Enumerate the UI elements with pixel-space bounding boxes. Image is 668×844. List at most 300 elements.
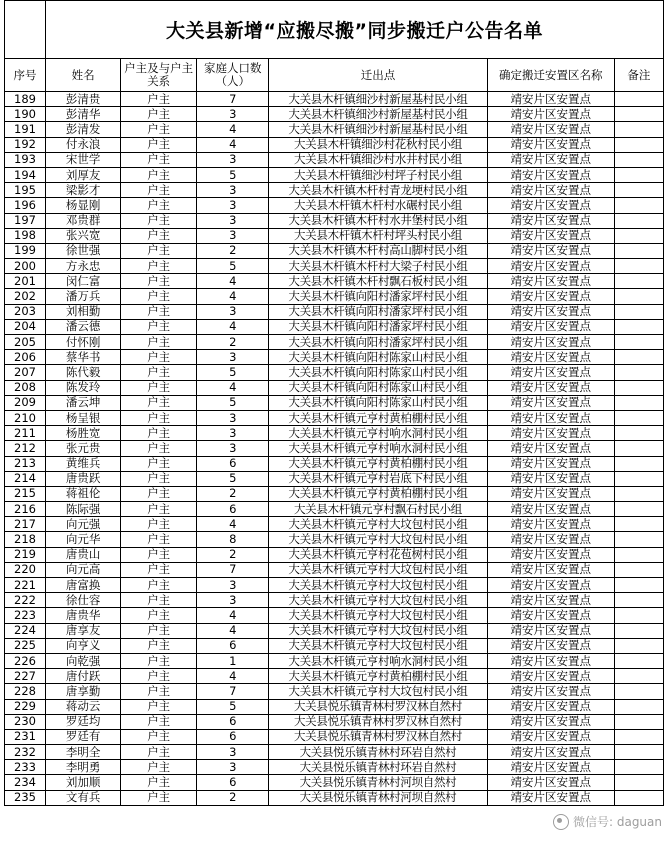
cell-relation: 户主 bbox=[121, 669, 197, 684]
cell-relation: 户主 bbox=[121, 365, 197, 380]
cell-population: 4 bbox=[197, 289, 269, 304]
cell-note bbox=[614, 760, 663, 775]
cell-relation: 户主 bbox=[121, 714, 197, 729]
title-row bbox=[5, 1, 664, 59]
cell-name: 潘万兵 bbox=[46, 289, 121, 304]
cell-population: 5 bbox=[197, 395, 269, 410]
cell-population: 6 bbox=[197, 638, 269, 653]
cell-note bbox=[614, 456, 663, 471]
cell-name: 彭清发 bbox=[46, 122, 121, 137]
cell-relation: 户主 bbox=[121, 486, 197, 501]
cell-seq: 216 bbox=[5, 502, 46, 517]
header-seq: 序号 bbox=[5, 59, 46, 92]
cell-origin: 大关县木杆镇木杆村水碾村民小组 bbox=[269, 198, 487, 213]
cell-origin: 大关县悦乐镇青林村罗汉林自然村 bbox=[269, 714, 487, 729]
table-row bbox=[5, 684, 664, 699]
cell-origin: 大关县悦乐镇青林村河坝自然村 bbox=[269, 790, 487, 805]
cell-name: 付怀刚 bbox=[46, 335, 121, 350]
cell-note bbox=[614, 593, 663, 608]
cell-relation: 户主 bbox=[121, 213, 197, 228]
cell-seq: 195 bbox=[5, 183, 46, 198]
cell-seq: 205 bbox=[5, 335, 46, 350]
table-row bbox=[5, 228, 664, 243]
cell-population: 3 bbox=[197, 228, 269, 243]
cell-population: 3 bbox=[197, 760, 269, 775]
cell-origin: 大关县木杆镇元亨村岩底下村民小组 bbox=[269, 471, 487, 486]
table-row bbox=[5, 669, 664, 684]
cell-population: 3 bbox=[197, 578, 269, 593]
cell-population: 6 bbox=[197, 714, 269, 729]
cell-name: 付永浪 bbox=[46, 137, 121, 152]
table-row bbox=[5, 532, 664, 547]
cell-note bbox=[614, 426, 663, 441]
cell-population: 4 bbox=[197, 319, 269, 334]
cell-relation: 户主 bbox=[121, 593, 197, 608]
table-row bbox=[5, 714, 664, 729]
cell-origin: 大关县木杆镇细沙村水井村民小组 bbox=[269, 152, 487, 167]
cell-note bbox=[614, 380, 663, 395]
cell-origin: 大关县悦乐镇青林村罗汉林自然村 bbox=[269, 729, 487, 744]
cell-relation: 户主 bbox=[121, 92, 197, 107]
cell-population: 4 bbox=[197, 137, 269, 152]
cell-population: 6 bbox=[197, 729, 269, 744]
cell-site: 靖安片区安置点 bbox=[487, 547, 614, 562]
cell-relation: 户主 bbox=[121, 137, 197, 152]
table-row bbox=[5, 638, 664, 653]
table-row bbox=[5, 729, 664, 744]
cell-population: 1 bbox=[197, 653, 269, 668]
cell-relation: 户主 bbox=[121, 532, 197, 547]
cell-relation: 户主 bbox=[121, 638, 197, 653]
cell-site: 靖安片区安置点 bbox=[487, 699, 614, 714]
cell-name: 向亨义 bbox=[46, 638, 121, 653]
cell-origin: 大关县木杆镇元亨村黄柏棚村民小组 bbox=[269, 410, 487, 425]
cell-population: 7 bbox=[197, 92, 269, 107]
cell-site: 靖安片区安置点 bbox=[487, 684, 614, 699]
cell-origin: 大关县木杆镇元亨村大坟包村民小组 bbox=[269, 608, 487, 623]
cell-seq: 211 bbox=[5, 426, 46, 441]
cell-origin: 大关县木杆镇细沙村花秋村民小组 bbox=[269, 137, 487, 152]
cell-note bbox=[614, 547, 663, 562]
watermark-text: 微信号: daguan bbox=[572, 815, 662, 829]
table-row bbox=[5, 198, 664, 213]
cell-note bbox=[614, 502, 663, 517]
cell-relation: 户主 bbox=[121, 745, 197, 760]
cell-note bbox=[614, 486, 663, 501]
cell-population: 5 bbox=[197, 365, 269, 380]
cell-note bbox=[614, 517, 663, 532]
cell-origin: 大关县木杆镇细沙村坪子村民小组 bbox=[269, 167, 487, 182]
cell-site: 靖安片区安置点 bbox=[487, 228, 614, 243]
cell-seq: 217 bbox=[5, 517, 46, 532]
cell-site: 靖安片区安置点 bbox=[487, 213, 614, 228]
cell-origin: 大关县木杆镇元亨村大坟包村民小组 bbox=[269, 623, 487, 638]
cell-population: 3 bbox=[197, 198, 269, 213]
header-name: 姓名 bbox=[46, 59, 121, 92]
cell-note bbox=[614, 350, 663, 365]
cell-population: 4 bbox=[197, 669, 269, 684]
table-row bbox=[5, 350, 664, 365]
cell-site: 靖安片区安置点 bbox=[487, 243, 614, 258]
cell-name: 蔡华书 bbox=[46, 350, 121, 365]
cell-note bbox=[614, 107, 663, 122]
cell-origin: 大关县木杆镇元亨村飘石村民小组 bbox=[269, 502, 487, 517]
cell-seq: 190 bbox=[5, 107, 46, 122]
cell-site: 靖安片区安置点 bbox=[487, 122, 614, 137]
cell-population: 5 bbox=[197, 471, 269, 486]
cell-name: 唐富换 bbox=[46, 578, 121, 593]
cell-site: 靖安片区安置点 bbox=[487, 380, 614, 395]
cell-name: 方永忠 bbox=[46, 259, 121, 274]
cell-name: 徐世强 bbox=[46, 243, 121, 258]
cell-origin: 大关县木杆镇元亨村大坟包村民小组 bbox=[269, 517, 487, 532]
cell-note bbox=[614, 775, 663, 790]
cell-seq: 212 bbox=[5, 441, 46, 456]
cell-relation: 户主 bbox=[121, 167, 197, 182]
cell-site: 靖安片区安置点 bbox=[487, 395, 614, 410]
cell-seq: 210 bbox=[5, 410, 46, 425]
cell-name: 潘云德 bbox=[46, 319, 121, 334]
cell-name: 杨呈银 bbox=[46, 410, 121, 425]
cell-origin: 大关县木杆镇元亨村响水洞村民小组 bbox=[269, 441, 487, 456]
cell-note bbox=[614, 228, 663, 243]
header-row bbox=[5, 59, 664, 92]
cell-relation: 户主 bbox=[121, 441, 197, 456]
cell-site: 靖安片区安置点 bbox=[487, 486, 614, 501]
cell-seq: 199 bbox=[5, 243, 46, 258]
cell-relation: 户主 bbox=[121, 562, 197, 577]
table-row bbox=[5, 578, 664, 593]
cell-seq: 221 bbox=[5, 578, 46, 593]
cell-site: 靖安片区安置点 bbox=[487, 335, 614, 350]
cell-site: 靖安片区安置点 bbox=[487, 183, 614, 198]
cell-relation: 户主 bbox=[121, 775, 197, 790]
cell-seq: 231 bbox=[5, 729, 46, 744]
cell-note bbox=[614, 395, 663, 410]
watermark bbox=[553, 813, 662, 830]
cell-origin: 大关县木杆镇木杆村坪头村民小组 bbox=[269, 228, 487, 243]
cell-name: 彭清华 bbox=[46, 107, 121, 122]
cell-origin: 大关县木杆镇元亨村大坟包村民小组 bbox=[269, 562, 487, 577]
cell-relation: 户主 bbox=[121, 259, 197, 274]
cell-site: 靖安片区安置点 bbox=[487, 638, 614, 653]
cell-note bbox=[614, 578, 663, 593]
cell-site: 靖安片区安置点 bbox=[487, 562, 614, 577]
cell-relation: 户主 bbox=[121, 729, 197, 744]
cell-name: 唐付跃 bbox=[46, 669, 121, 684]
cell-relation: 户主 bbox=[121, 274, 197, 289]
cell-seq: 189 bbox=[5, 92, 46, 107]
cell-site: 靖安片区安置点 bbox=[487, 441, 614, 456]
cell-seq: 203 bbox=[5, 304, 46, 319]
cell-seq: 196 bbox=[5, 198, 46, 213]
cell-population: 3 bbox=[197, 745, 269, 760]
cell-note bbox=[614, 259, 663, 274]
cell-population: 2 bbox=[197, 486, 269, 501]
cell-note bbox=[614, 122, 663, 137]
cell-site: 靖安片区安置点 bbox=[487, 669, 614, 684]
cell-seq: 201 bbox=[5, 274, 46, 289]
cell-site: 靖安片区安置点 bbox=[487, 578, 614, 593]
cell-site: 靖安片区安置点 bbox=[487, 198, 614, 213]
cell-origin: 大关县木杆镇元亨村响水洞村民小组 bbox=[269, 653, 487, 668]
cell-name: 杨胜宽 bbox=[46, 426, 121, 441]
cell-population: 6 bbox=[197, 775, 269, 790]
cell-population: 7 bbox=[197, 684, 269, 699]
cell-relation: 户主 bbox=[121, 395, 197, 410]
cell-population: 3 bbox=[197, 426, 269, 441]
cell-relation: 户主 bbox=[121, 502, 197, 517]
cell-relation: 户主 bbox=[121, 122, 197, 137]
cell-relation: 户主 bbox=[121, 760, 197, 775]
cell-origin: 大关县木杆镇元亨村大坟包村民小组 bbox=[269, 593, 487, 608]
cell-relation: 户主 bbox=[121, 426, 197, 441]
cell-population: 3 bbox=[197, 350, 269, 365]
cell-origin: 大关县木杆镇向阳村潘家坪村民小组 bbox=[269, 335, 487, 350]
cell-note bbox=[614, 198, 663, 213]
cell-origin: 大关县木杆镇元亨村大坟包村民小组 bbox=[269, 578, 487, 593]
wechat-icon bbox=[553, 814, 569, 830]
cell-note bbox=[614, 684, 663, 699]
cell-population: 2 bbox=[197, 790, 269, 805]
cell-note bbox=[614, 410, 663, 425]
cell-note bbox=[614, 365, 663, 380]
cell-population: 3 bbox=[197, 441, 269, 456]
cell-note bbox=[614, 92, 663, 107]
cell-name: 文有兵 bbox=[46, 790, 121, 805]
table-row bbox=[5, 274, 664, 289]
cell-origin: 大关县木杆镇细沙村新屋基村民小组 bbox=[269, 107, 487, 122]
cell-site: 靖安片区安置点 bbox=[487, 532, 614, 547]
cell-note bbox=[614, 304, 663, 319]
cell-relation: 户主 bbox=[121, 335, 197, 350]
cell-name: 张元贵 bbox=[46, 441, 121, 456]
cell-name: 蒋祖伦 bbox=[46, 486, 121, 501]
cell-name: 罗廷有 bbox=[46, 729, 121, 744]
cell-site: 靖安片区安置点 bbox=[487, 623, 614, 638]
cell-seq: 227 bbox=[5, 669, 46, 684]
cell-seq: 222 bbox=[5, 593, 46, 608]
cell-name: 陈际强 bbox=[46, 502, 121, 517]
cell-name: 李明全 bbox=[46, 745, 121, 760]
cell-name: 向乾强 bbox=[46, 653, 121, 668]
cell-note bbox=[614, 137, 663, 152]
cell-seq: 204 bbox=[5, 319, 46, 334]
cell-name: 陈代毅 bbox=[46, 365, 121, 380]
cell-origin: 大关县木杆镇木杆村飘石板村民小组 bbox=[269, 274, 487, 289]
cell-seq: 226 bbox=[5, 653, 46, 668]
cell-name: 向元高 bbox=[46, 562, 121, 577]
cell-note bbox=[614, 745, 663, 760]
table-row bbox=[5, 183, 664, 198]
cell-note bbox=[614, 167, 663, 182]
cell-name: 唐贵山 bbox=[46, 547, 121, 562]
cell-origin: 大关县木杆镇元亨村黄柏棚村民小组 bbox=[269, 486, 487, 501]
cell-origin: 大关县木杆镇木杆村高山脚村民小组 bbox=[269, 243, 487, 258]
cell-name: 向元强 bbox=[46, 517, 121, 532]
cell-site: 靖安片区安置点 bbox=[487, 426, 614, 441]
cell-seq: 202 bbox=[5, 289, 46, 304]
cell-seq: 229 bbox=[5, 699, 46, 714]
cell-site: 靖安片区安置点 bbox=[487, 471, 614, 486]
table-row bbox=[5, 760, 664, 775]
cell-relation: 户主 bbox=[121, 289, 197, 304]
cell-seq: 206 bbox=[5, 350, 46, 365]
cell-note bbox=[614, 289, 663, 304]
table-row bbox=[5, 486, 664, 501]
cell-population: 3 bbox=[197, 213, 269, 228]
cell-origin: 大关县木杆镇木杆村水井堡村民小组 bbox=[269, 213, 487, 228]
cell-note bbox=[614, 623, 663, 638]
cell-population: 5 bbox=[197, 167, 269, 182]
cell-site: 靖安片区安置点 bbox=[487, 714, 614, 729]
cell-origin: 大关县木杆镇向阳村陈家山村民小组 bbox=[269, 380, 487, 395]
cell-relation: 户主 bbox=[121, 350, 197, 365]
cell-site: 靖安片区安置点 bbox=[487, 745, 614, 760]
cell-origin: 大关县木杆镇向阳村陈家山村民小组 bbox=[269, 395, 487, 410]
cell-name: 唐贵跃 bbox=[46, 471, 121, 486]
cell-seq: 198 bbox=[5, 228, 46, 243]
cell-population: 2 bbox=[197, 335, 269, 350]
table-row bbox=[5, 107, 664, 122]
cell-relation: 户主 bbox=[121, 304, 197, 319]
table-row bbox=[5, 304, 664, 319]
cell-seq: 213 bbox=[5, 456, 46, 471]
table-row bbox=[5, 502, 664, 517]
cell-relation: 户主 bbox=[121, 243, 197, 258]
table-row bbox=[5, 790, 664, 805]
cell-relation: 户主 bbox=[121, 456, 197, 471]
cell-note bbox=[614, 638, 663, 653]
cell-seq: 197 bbox=[5, 213, 46, 228]
cell-relation: 户主 bbox=[121, 790, 197, 805]
cell-relation: 户主 bbox=[121, 699, 197, 714]
table-row bbox=[5, 365, 664, 380]
cell-relation: 户主 bbox=[121, 107, 197, 122]
cell-population: 3 bbox=[197, 183, 269, 198]
table-row bbox=[5, 547, 664, 562]
table-row bbox=[5, 653, 664, 668]
table-row bbox=[5, 562, 664, 577]
header-site: 确定搬迁安置区名称 bbox=[487, 59, 614, 92]
cell-site: 靖安片区安置点 bbox=[487, 319, 614, 334]
cell-name: 向元华 bbox=[46, 532, 121, 547]
cell-seq: 194 bbox=[5, 167, 46, 182]
cell-name: 张兴宽 bbox=[46, 228, 121, 243]
cell-name: 梁影才 bbox=[46, 183, 121, 198]
cell-name: 唐贵华 bbox=[46, 608, 121, 623]
cell-seq: 225 bbox=[5, 638, 46, 653]
cell-note bbox=[614, 714, 663, 729]
cell-origin: 大关县木杆镇向阳村潘家坪村民小组 bbox=[269, 304, 487, 319]
cell-origin: 大关县木杆镇元亨村大坟包村民小组 bbox=[269, 532, 487, 547]
cell-origin: 大关县木杆镇木杆村大梁子村民小组 bbox=[269, 259, 487, 274]
cell-name: 杨显刚 bbox=[46, 198, 121, 213]
cell-population: 7 bbox=[197, 562, 269, 577]
cell-population: 2 bbox=[197, 547, 269, 562]
table-row bbox=[5, 92, 664, 107]
cell-seq: 220 bbox=[5, 562, 46, 577]
table-row bbox=[5, 395, 664, 410]
cell-relation: 户主 bbox=[121, 623, 197, 638]
cell-population: 4 bbox=[197, 623, 269, 638]
cell-relation: 户主 bbox=[121, 547, 197, 562]
cell-name: 徐仕容 bbox=[46, 593, 121, 608]
cell-seq: 224 bbox=[5, 623, 46, 638]
table-row bbox=[5, 243, 664, 258]
cell-name: 闵仁富 bbox=[46, 274, 121, 289]
cell-origin: 大关县木杆镇元亨村花苞树村民小组 bbox=[269, 547, 487, 562]
cell-seq: 207 bbox=[5, 365, 46, 380]
cell-seq: 209 bbox=[5, 395, 46, 410]
cell-population: 3 bbox=[197, 304, 269, 319]
cell-site: 靖安片区安置点 bbox=[487, 107, 614, 122]
cell-origin: 大关县木杆镇细沙村新屋基村民小组 bbox=[269, 92, 487, 107]
cell-origin: 大关县木杆镇木杆村青龙埂村民小组 bbox=[269, 183, 487, 198]
table-row bbox=[5, 319, 664, 334]
cell-name: 黄维兵 bbox=[46, 456, 121, 471]
table-row bbox=[5, 456, 664, 471]
table-row bbox=[5, 699, 664, 714]
cell-note bbox=[614, 319, 663, 334]
cell-seq: 192 bbox=[5, 137, 46, 152]
cell-seq: 200 bbox=[5, 259, 46, 274]
cell-site: 靖安片区安置点 bbox=[487, 502, 614, 517]
cell-note bbox=[614, 183, 663, 198]
cell-relation: 户主 bbox=[121, 152, 197, 167]
cell-population: 2 bbox=[197, 243, 269, 258]
cell-origin: 大关县木杆镇元亨村大坟包村民小组 bbox=[269, 638, 487, 653]
cell-seq: 191 bbox=[5, 122, 46, 137]
table-row bbox=[5, 335, 664, 350]
cell-site: 靖安片区安置点 bbox=[487, 729, 614, 744]
cell-origin: 大关县木杆镇元亨村黄柏棚村民小组 bbox=[269, 456, 487, 471]
cell-name: 彭清贵 bbox=[46, 92, 121, 107]
table-row bbox=[5, 608, 664, 623]
cell-origin: 大关县木杆镇元亨村响水洞村民小组 bbox=[269, 426, 487, 441]
document-title: 大关县新增“应搬尽搬”同步搬迁户公告名单 bbox=[46, 1, 664, 59]
table-row bbox=[5, 410, 664, 425]
cell-site: 靖安片区安置点 bbox=[487, 593, 614, 608]
cell-seq: 193 bbox=[5, 152, 46, 167]
cell-population: 4 bbox=[197, 274, 269, 289]
table-row bbox=[5, 517, 664, 532]
table-row bbox=[5, 426, 664, 441]
cell-population: 4 bbox=[197, 517, 269, 532]
cell-site: 靖安片区安置点 bbox=[487, 410, 614, 425]
cell-relation: 户主 bbox=[121, 608, 197, 623]
cell-site: 靖安片区安置点 bbox=[487, 653, 614, 668]
cell-population: 5 bbox=[197, 699, 269, 714]
cell-site: 靖安片区安置点 bbox=[487, 608, 614, 623]
cell-site: 靖安片区安置点 bbox=[487, 456, 614, 471]
cell-seq: 219 bbox=[5, 547, 46, 562]
cell-name: 刘加顺 bbox=[46, 775, 121, 790]
cell-relation: 户主 bbox=[121, 198, 197, 213]
cell-seq: 232 bbox=[5, 745, 46, 760]
cell-note bbox=[614, 532, 663, 547]
cell-population: 3 bbox=[197, 152, 269, 167]
cell-name: 唐享勤 bbox=[46, 684, 121, 699]
cell-name: 潘云坤 bbox=[46, 395, 121, 410]
cell-origin: 大关县木杆镇细沙村新屋基村民小组 bbox=[269, 122, 487, 137]
cell-seq: 215 bbox=[5, 486, 46, 501]
cell-site: 靖安片区安置点 bbox=[487, 790, 614, 805]
cell-relation: 户主 bbox=[121, 653, 197, 668]
cell-note bbox=[614, 653, 663, 668]
table-row bbox=[5, 289, 664, 304]
cell-seq: 208 bbox=[5, 380, 46, 395]
